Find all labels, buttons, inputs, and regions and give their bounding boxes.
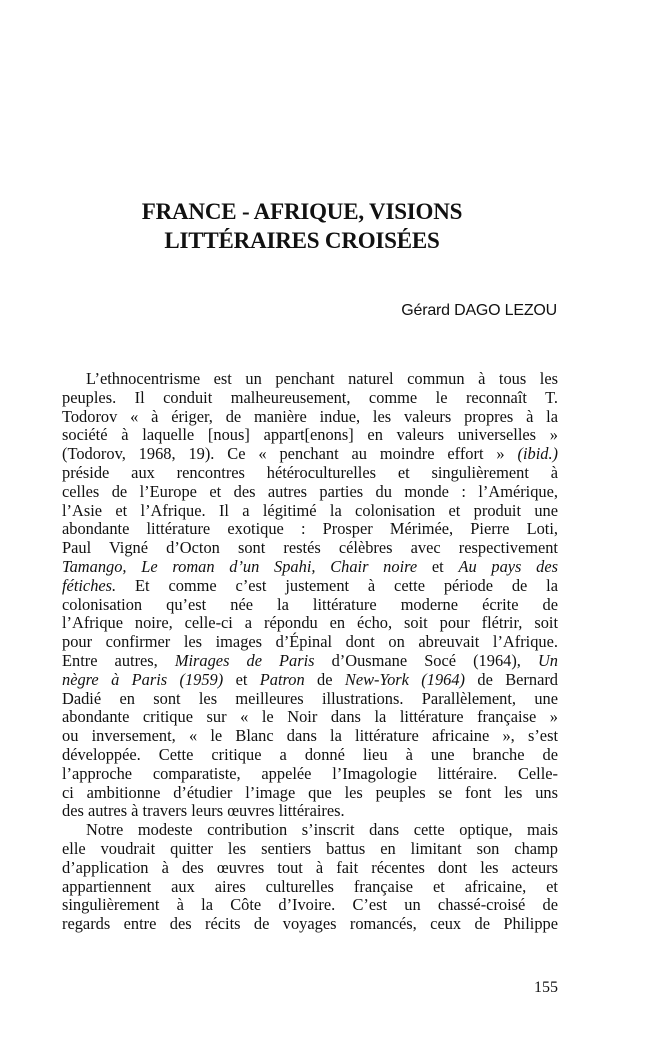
- text-line: développée. Cette critique a donné lieu à une branche de: [62, 744, 558, 764]
- text-segment: et: [223, 669, 260, 689]
- text-line: abondante littérature exotique : Prosper Mérimée, Pierre Loti,: [62, 519, 558, 539]
- text-line: des autres à travers leurs œuvres littéraires.: [62, 801, 345, 821]
- text-line: [62, 652, 558, 671]
- text-segment: d’Ousmane Socé (1964),: [314, 650, 538, 670]
- italic-segment: (ibid.): [517, 444, 558, 464]
- italic-segment: fétiches.: [62, 575, 117, 595]
- text-line: appartiennent aux aires culturelles française et africaine, et: [62, 876, 558, 896]
- text-line: [62, 558, 558, 577]
- text-segment: de: [304, 669, 345, 689]
- text-line: Notre modeste contribution s’inscrit dans cette optique, mais: [86, 820, 558, 840]
- text-line: Paul Vigné d’Octon sont restés célèbres avec respectivement: [62, 538, 558, 558]
- text-line: Todorov « à ériger, de manière indue, les valeurs propres à la: [62, 406, 558, 426]
- text-line: abondante critique sur « le Noir dans la littérature française »: [62, 707, 558, 727]
- italic-segment: nègre à Paris (1959): [62, 669, 224, 689]
- text-line: singulièrement à la Côte d’Ivoire. C’est un chassé-croisé de: [62, 895, 558, 915]
- page-number: 155: [534, 979, 558, 996]
- author-name: Gérard DAGO LEZOU: [401, 302, 557, 319]
- text-line: celles de l’Europe et des autres parties du monde : l’Amérique,: [62, 481, 558, 501]
- text-line: l’approche comparatiste, appelée l’Imagologie littéraire. Celle-: [62, 763, 558, 783]
- text-segment: de Bernard: [465, 669, 558, 689]
- text-line: [62, 577, 558, 596]
- text-line: Dadié en sont les meilleures illustrations. Parallèlement, une: [62, 688, 558, 708]
- body-text: [62, 370, 558, 934]
- italic-segment: Tamango, Le roman d’un Spahi, Chair noire: [62, 556, 418, 576]
- italic-segment: Au pays des: [458, 556, 558, 576]
- text-line: regards entre des récits de voyages romancés, ceux de Philippe: [62, 914, 558, 934]
- text-line: ou inversement, « le Blanc dans la littérature africaine », s’est: [62, 726, 558, 746]
- text-segment: (Todorov, 1968, 19). Ce « penchant au moindre effort »: [62, 444, 518, 464]
- text-line: peuples. Il conduit malheureusement, comme le reconnaît T.: [62, 387, 558, 407]
- text-segment: Et comme c’est justement à cette période de la: [116, 575, 558, 595]
- text-segment: Entre autres,: [62, 650, 175, 670]
- text-line: l’Afrique noire, celle-ci a répondu en écho, soit pour flétrir, soit: [62, 613, 558, 633]
- article-title-line-2: LITTÉRAIRES CROISÉES: [164, 228, 440, 253]
- paragraph-1: [62, 370, 558, 821]
- text-line: [62, 671, 558, 690]
- italic-segment: New-York (1964): [344, 669, 466, 689]
- text-line: ci ambitionne d’étudier l’image que les peuples se font les uns: [62, 782, 558, 802]
- italic-segment: Patron: [259, 669, 305, 689]
- text-line: pour confirmer les images d’Épinal dont on abreuvait l’Afrique.: [62, 632, 558, 652]
- text-line: [62, 445, 558, 464]
- text-line: elle voudrait quitter les sentiers battus en limitant son champ: [62, 838, 558, 858]
- paragraph-2: [62, 821, 558, 934]
- text-line: l’Asie et l’Afrique. Il a légitimé la colonisation et produit une: [62, 500, 558, 520]
- italic-segment: Mirages de Paris: [174, 650, 315, 670]
- text-line: société à laquelle [nous] appart[enons] en valeurs universelles »: [62, 425, 558, 445]
- text-line: colonisation qu’est née la littérature moderne écrite de: [62, 594, 558, 614]
- italic-segment: Un: [537, 650, 558, 670]
- text-line: d’application à des œuvres tout à fait récentes dont les acteurs: [62, 857, 558, 877]
- article-title: [60, 197, 544, 255]
- text-segment: et: [417, 556, 459, 576]
- article-title-line-1: FRANCE - AFRIQUE, VISIONS: [141, 199, 463, 224]
- text-line: préside aux rencontres hétéroculturelles et singulièrement à: [62, 462, 558, 482]
- text-line: L’ethnocentrisme est un penchant naturel commun à tous les: [86, 369, 558, 388]
